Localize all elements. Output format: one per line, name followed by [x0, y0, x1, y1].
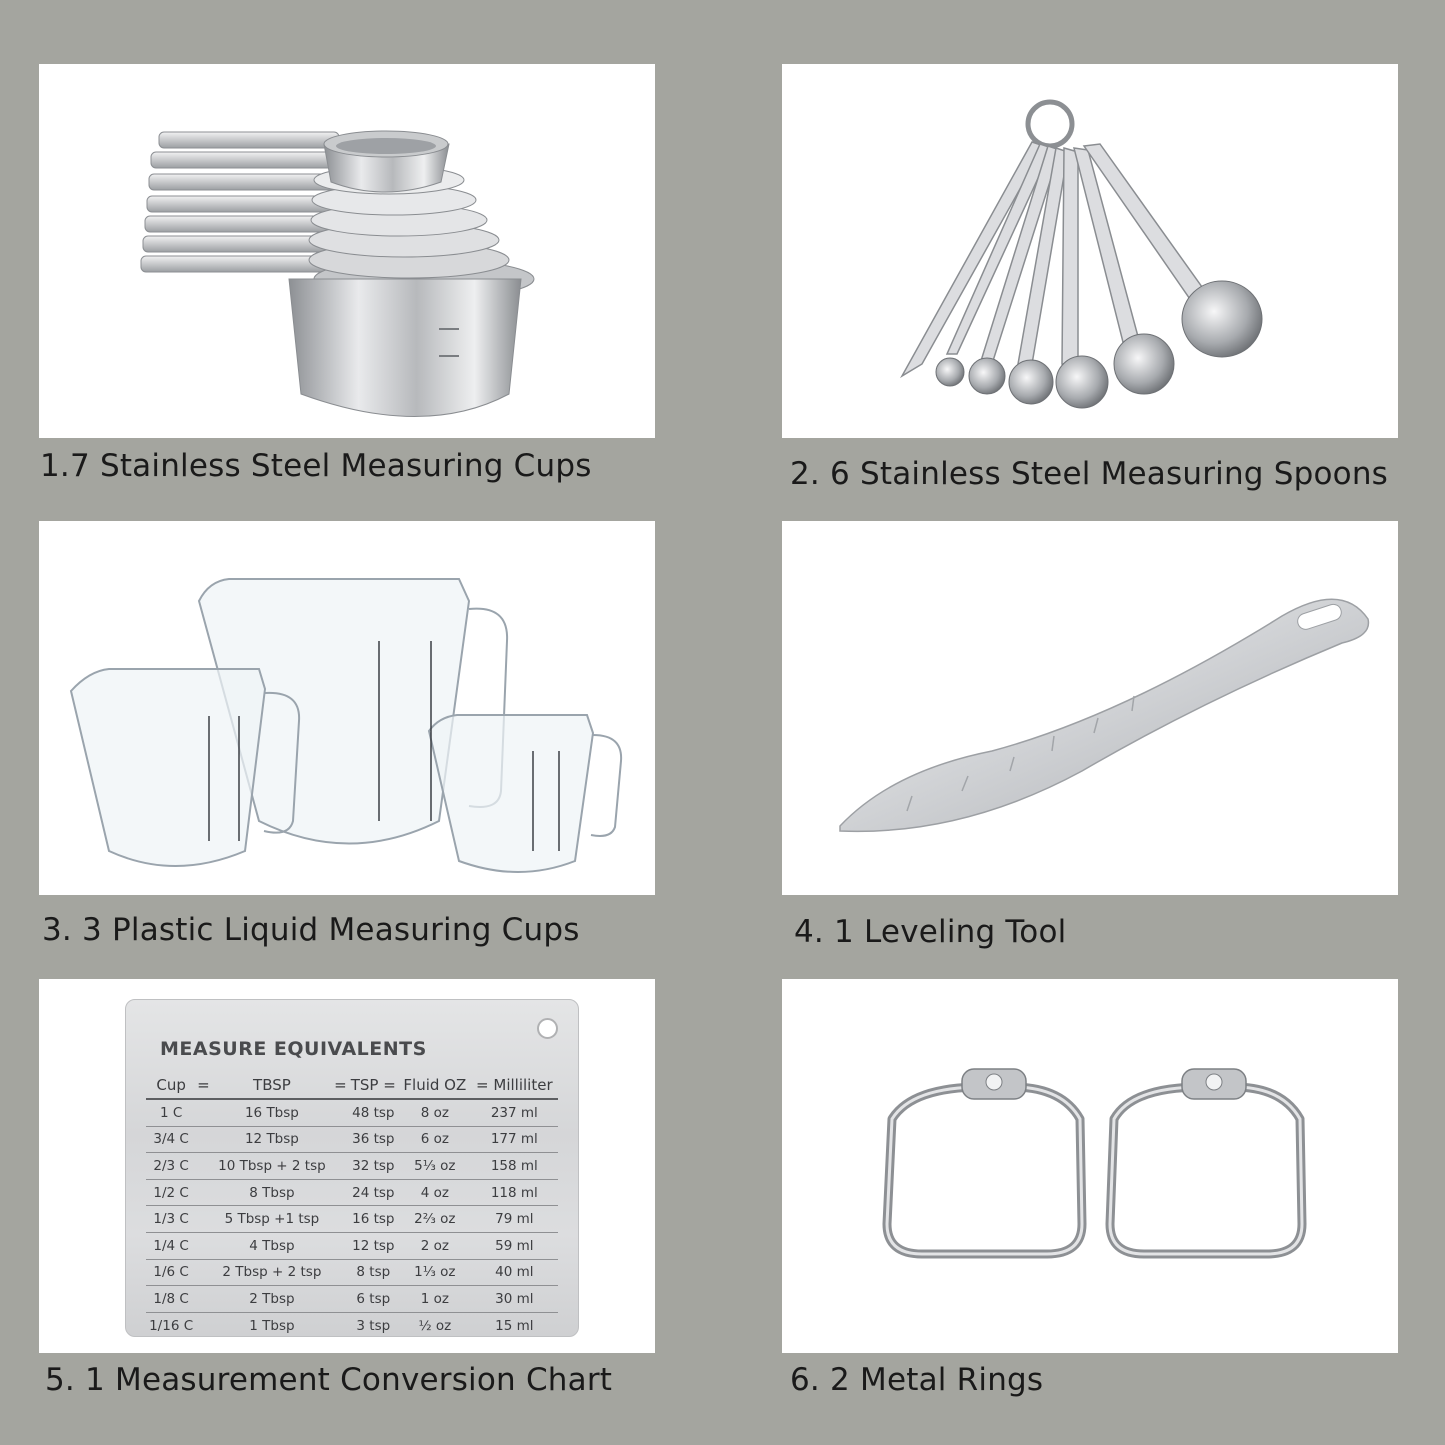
caption-measuring-cups: 1.7 Stainless Steel Measuring Cups: [40, 448, 592, 484]
header-eq2: =: [333, 1072, 347, 1099]
caption-measuring-spoons: 2. 6 Stainless Steel Measuring Spoons: [790, 456, 1389, 492]
measuring-spoons-panel: [782, 64, 1398, 438]
measuring-cups-panel: [39, 64, 655, 438]
conversion-card: [125, 999, 579, 1337]
header-cup: Cup: [146, 1072, 196, 1099]
table-row: 1 C 16 Tbsp 48 tsp 8 oz 237 ml: [146, 1099, 558, 1126]
table-row: 1/4 C 4 Tbsp 12 tsp 2 oz 59 ml: [146, 1232, 558, 1259]
table-row: 2/3 C 10 Tbsp + 2 tsp 32 tsp 5⅓ oz 158 ml: [146, 1153, 558, 1180]
card-title: MEASURE EQUIVALENTS: [160, 1038, 427, 1060]
caption-leveling-tool: 4. 1 Leveling Tool: [794, 914, 1067, 950]
metal-rings-image: [782, 979, 1398, 1353]
header-eq1: =: [196, 1072, 210, 1099]
hanging-hole: [537, 1018, 558, 1039]
table-row: 1/2 C 8 Tbsp 24 tsp 4 oz 118 ml: [146, 1179, 558, 1206]
leveling-tool-panel: [782, 521, 1398, 895]
measuring-spoons-image: [782, 64, 1398, 438]
conversion-chart-panel: [39, 979, 655, 1353]
table-row: 3/4 C 12 Tbsp 36 tsp 6 oz 177 ml: [146, 1126, 558, 1153]
caption-metal-rings: 6. 2 Metal Rings: [790, 1362, 1044, 1398]
measuring-cups-image: [39, 64, 655, 438]
table-row: 1/8 C 2 Tbsp 6 tsp 1 oz 30 ml: [146, 1286, 558, 1313]
header-tsp: TSP =: [348, 1072, 399, 1099]
caption-conversion-chart: 5. 1 Measurement Conversion Chart: [45, 1362, 613, 1398]
header-milliliter: = Milliliter: [471, 1072, 558, 1099]
header-fluid-oz: Fluid OZ: [399, 1072, 471, 1099]
leveling-tool-image: [782, 521, 1398, 895]
liquid-cups-panel: [39, 521, 655, 895]
header-tbsp: TBSP: [211, 1072, 334, 1099]
conversion-table: [146, 1072, 558, 1338]
table-row: 1/16 C 1 Tbsp 3 tsp ½ oz 15 ml: [146, 1312, 558, 1338]
table-row: 1/3 C 5 Tbsp +1 tsp 16 tsp 2⅔ oz 79 ml: [146, 1206, 558, 1233]
table-row: 1/6 C 2 Tbsp + 2 tsp 8 tsp 1⅓ oz 40 ml: [146, 1259, 558, 1286]
caption-liquid-cups: 3. 3 Plastic Liquid Measuring Cups: [42, 912, 580, 948]
liquid-cups-image: [39, 521, 655, 895]
metal-rings-panel: [782, 979, 1398, 1353]
